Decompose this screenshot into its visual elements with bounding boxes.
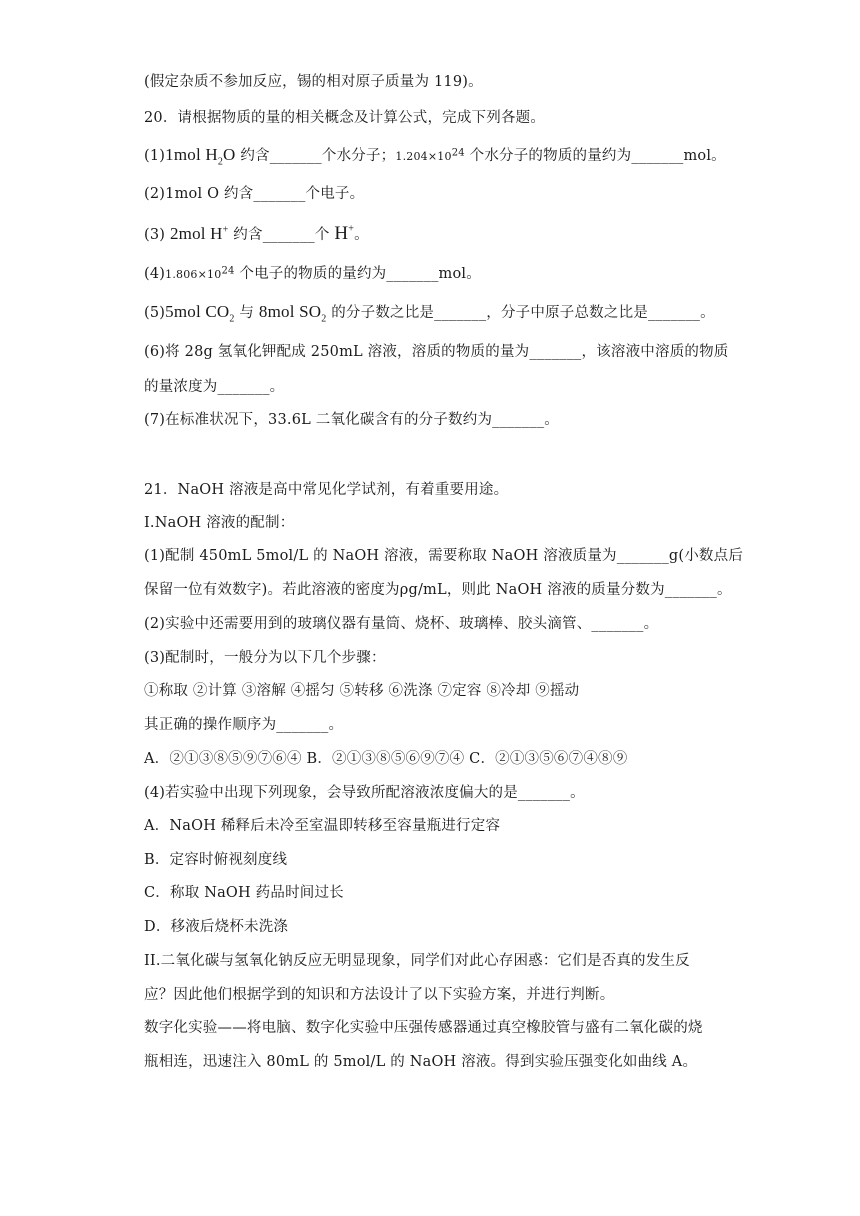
q20-title: 20．请根据物质的量的相关概念及计算公式，完成下列各题。 bbox=[144, 110, 546, 126]
q20-part6-line1: (6)将 28g 氢氧化钾配成 250mL 溶液，溶质的物质的量为_______，该溶液中溶质的物质 bbox=[144, 344, 729, 360]
q21-steps: ①称取 ②计算 ③溶解 ④摇匀 ⑤转移 ⑥洗涤 ⑦定容 ⑧冷却 ⑨摇动 bbox=[144, 683, 580, 699]
q21-part4: (4)若实验中出现下列现象，会导致所配溶液浓度偏大的是_______。 bbox=[144, 785, 585, 801]
q20-part6-line2: 的量浓度为_______。 bbox=[144, 379, 285, 395]
q21-option-b: B．定容时俯视刻度线 bbox=[144, 852, 288, 868]
formula-h-plus: 2mol H+ bbox=[169, 224, 229, 243]
q21-part2-line2: 应？因此他们根据学到的知识和方法设计了以下实验方案，并进行判断。 bbox=[144, 987, 615, 1003]
q20-part1: (1)1mol $H_2O$ 约含_______个水分子；$1.204\times 10^{24}$ 个水分子的物质的量约为_______mol。 bbox=[144, 145, 726, 168]
q21-order-prompt: 其正确的操作顺序为_______。 bbox=[144, 717, 344, 733]
q21-digital-line2: 瓶相连，迅速注入 80mL 的 5mol/L 的 NaOH 溶液。得到实验压强变化如曲线 A。 bbox=[144, 1054, 698, 1070]
q21-part1-line1: (1)配制 450mL 5mol/L 的 NaOH 溶液，需要称取 NaOH 溶液质量为_______g(小数点后 bbox=[144, 548, 744, 564]
q21-part1-line2: 保留一位有效数字)。若此溶液的密度为ρg/mL，则此 NaOH 溶液的质量分数为_______。 bbox=[144, 582, 732, 598]
number-electrons: $1.806\times 10^{24}$ bbox=[165, 265, 235, 281]
q20-part3: (3) 2mol H+ 约含_______个 H+。 bbox=[144, 223, 369, 244]
formula-h2o: 1mol $H_2O$ bbox=[165, 145, 236, 168]
q21-part3: (3)配制时，一般分为以下几个步骤： bbox=[144, 650, 386, 666]
q21-part2: (2)实验中还需要用到的玻璃仪器有量筒、烧杯、玻璃棒、胶头滴管、_______。 bbox=[144, 616, 659, 632]
q21-option-a: A．NaOH 稀释后未冷至室温即转移至容量瓶进行定容 bbox=[144, 818, 501, 834]
formula-so2: 8mol $SO_2$ bbox=[258, 302, 327, 325]
q20-part4: $(4)1.806\times 10^{24}$ 个电子的物质的量约为_______mol。 bbox=[144, 265, 481, 282]
intro-note: (假定杂质不参加反应，锡的相对原子质量为 119)。 bbox=[144, 74, 483, 90]
q21-option-c: C．称取 NaOH 药品时间过长 bbox=[144, 885, 344, 901]
q21-title: 21．NaOH 溶液是高中常见化学试剂，有着重要用途。 bbox=[144, 482, 509, 498]
q21-order-options: A．②①③⑧⑤⑨⑦⑥④ B．②①③⑧⑤⑥⑨⑦④ C．②①③⑤⑥⑦④⑧⑨ bbox=[144, 751, 628, 767]
q21-digital-line1: 数字化实验——将电脑、数字化实验中压强传感器通过真空橡胶管与盛有二氧化碳的烧 bbox=[144, 1020, 703, 1036]
q20-part2: (2)1mol O 约含_______个电子。 bbox=[144, 186, 365, 202]
q21-part2-line1: II.二氧化碳与氢氧化钠反应无明显现象，同学们对此心存困惑：它们是否真的发生反 bbox=[144, 953, 690, 969]
formula-co2: 5mol $CO_2$ bbox=[165, 302, 235, 325]
q21-option-d: D．移液后烧杯未洗涤 bbox=[144, 919, 289, 935]
q21-part1-heading: I.NaOH 溶液的配制： bbox=[144, 515, 295, 531]
formula-h-ion: H+ bbox=[334, 223, 355, 244]
number-avogadro: $1.204\times 10^{24}$ bbox=[395, 147, 465, 163]
q20-part7: (7)在标准状况下，33.6L 二氧化碳含有的分子数约为_______。 bbox=[144, 412, 560, 428]
q20-part5: (5)5mol $CO_2$ 与 8mol $SO_2$ 的分子数之比是_______，分子中原子总数之比是_______。 bbox=[144, 302, 715, 325]
